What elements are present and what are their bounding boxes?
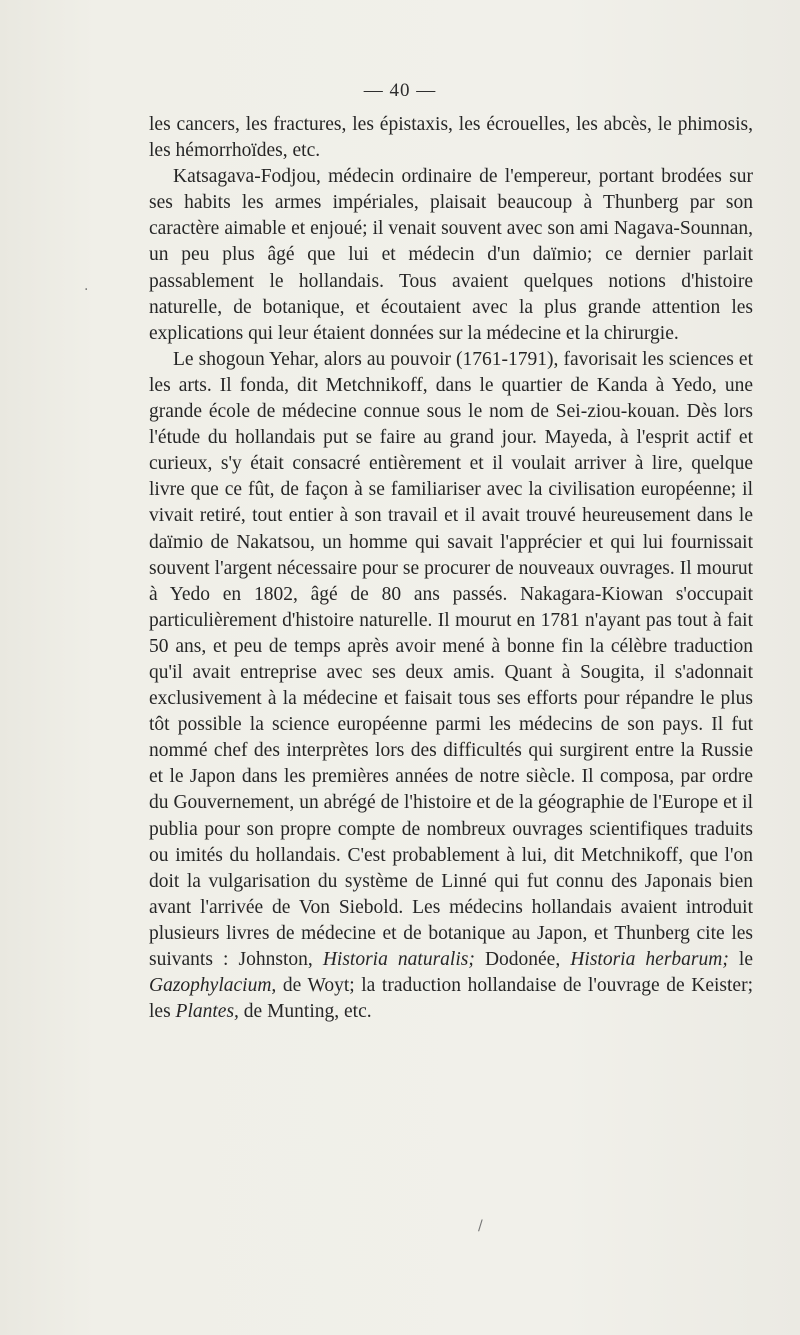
text-run: les cancers, les fractures, les épistaxis, les écrouelles, les abcès, le phimosis, les hémorrhoïdes, etc. [149,114,753,162]
page-number: — 40 — [363,80,437,101]
paragraph [149,112,753,164]
italic-title: Historia naturalis; [322,949,475,970]
text-run: de Woyt; la traduction hollandaise de l'ouvrage de Keister; les [149,975,753,1023]
text-run: Le shogoun Yehar, alors au pouvoir (1761-1791), favorisait les sciences et les arts. Il fonda, dit Metchnikoff, dans le quartier de Kanda à Yedo, une grande école de médecine connue sous le nom de Sei-ziou-kouan. Dès lors l'étude du hollandais put se faire au grand jour. Mayeda, à l'esprit actif et curieux, s'y était consacré entièrement et il voulait arriver à lire, quelque livre que ce fût, de façon à se familiariser avec la civilisation européenne; il vivait retiré, tout entier à son travail et il avait trouvé heureusement dans le daïmio de Nakatsou, un homme qui savait l'apprécier et qui lui fournissait souvent l'argent nécessaire pour se procurer de nouveaux ouvrages. Il mourut à Yedo en 1802, âgé de 80 ans passés. Nakagara-Kiowan s'occupait particulièrement d'histoire naturelle. Il mourut en 1781 n'ayant pas tout à fait 50 ans, et peu de temps après avoir mené à bonne fin la célèbre traduction qu'il avait entreprise avec ses deux amis. Quant à Sougita, il s'adonnait exclusivement à la médecine et faisait tous ses efforts pour répandre le plus tôt possible la science européenne parmi les médecins de son pays. Il fut nommé chef des interprètes lors des difficultés qui surgirent entre la Russie et le Japon dans les premières années de notre siècle. Il composa, par ordre du Gouvernement, un abrégé de l'histoire et de la géographie de l'Europe et il publia pour son propre compte de nombreux ouvrages scientifiques traduits ou imités du hollandais. C'est probablement à lui, dit Metchnikoff, que l'on doit la vulgarisation du système de Linné qui fut connu des Japonais bien avant l'arrivée de Von Siebold. Les médecins hollandais avaient introduit plusieurs livres de médecine et de botanique au Japon, et Thunberg cite les suivants : Johnston, [149,348,753,970]
text-run: de Munting, etc. [238,1001,372,1023]
text-run: le [728,949,753,970]
italic-title: Historia herbarum; [570,949,729,970]
body-text [149,112,753,1025]
text-run: Dodonée, [474,949,571,970]
italic-title: Gazophylacium, [149,975,277,997]
paragraph [149,164,753,347]
page-stroke-mark: / [478,1218,483,1234]
italic-title: Plantes, [175,1001,239,1023]
page-speck-mark: · [84,282,89,298]
paragraph [149,347,753,1025]
text-run: Katsagava-Fodjou, médecin ordinaire de l'empereur, portant brodées sur ses habits les armes impériales, plaisait beaucoup à Thunberg par son caractère aimable et enjoué; il venait souvent avec son ami Nagava-Sounnan, un peu plus âgé que lui et médecin d'un daïmio; ce dernier parlait passablement le hollandais. Tous avaient quelques notions d'histoire naturelle, de botanique, et écoutaient avec la plus grande attention les explications qui leur étaient données sur la médecine et la chirurgie. [149,166,753,344]
